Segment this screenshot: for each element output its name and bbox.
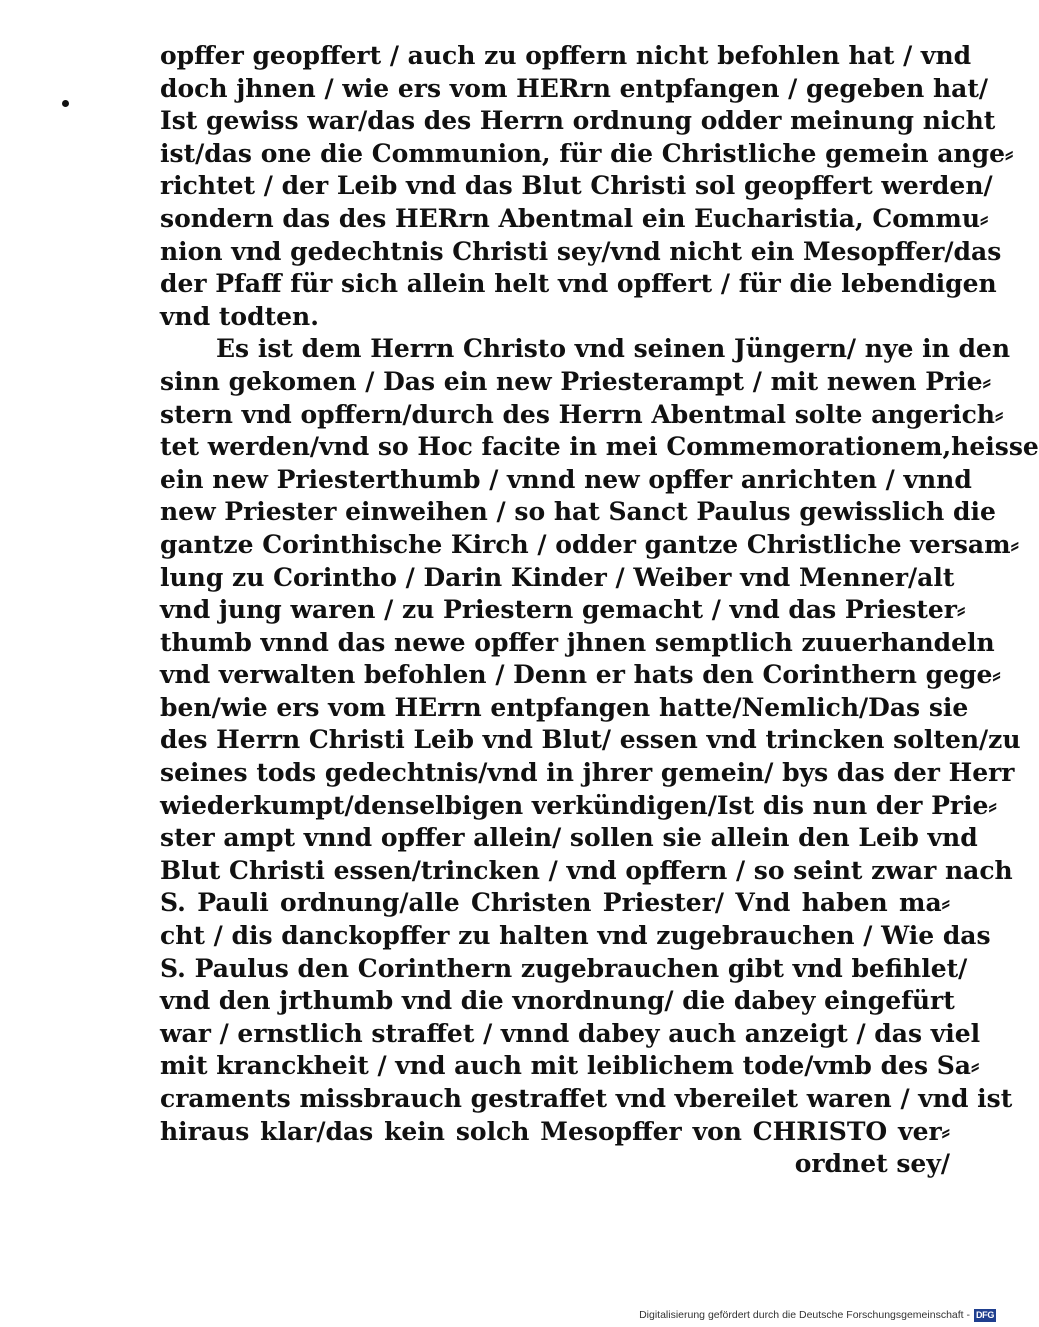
text-line: craments missbrauch gestraffet vnd vbereilet waren / vnd ist xyxy=(160,1084,1013,1113)
text-line: ein new Priesterthumb / vnnd new opffer anrichten / vnnd xyxy=(160,464,972,494)
dfg-logo: DFG xyxy=(975,1310,995,1320)
text-line: vnd todten. xyxy=(160,301,319,331)
text-line: richtet / der Leib vnd das Blut Christi sol geopffert werden/ xyxy=(160,171,993,201)
text-line: ster ampt vnnd opffer allein/ sollen sie allein den Leib vnd xyxy=(160,823,978,853)
text-line: opffer geopffert / auch zu opffern nicht befohlen hat / vnd xyxy=(160,41,972,70)
text-line: Ist gewiss war/das des Herrn ordnung odder meinung nicht xyxy=(160,106,996,136)
text-line: der Pfaff für sich allein helt vnd opffert / für die lebendigen xyxy=(160,269,997,299)
text-line: hiraus klar/das kein solch Mesopffer von CHRISTO ver⸗ xyxy=(160,1116,950,1146)
paragraph-start-line: Es ist dem Herrn Christo vnd seinen Jüngern/ nye in den xyxy=(216,334,1011,364)
text-line: stern vnd opffern/durch des Herrn Abentmal solte angerich⸗ xyxy=(160,399,1004,429)
text-line: S. Pauli ordnung/alle Christen Priester/ Vnd haben ma⸗ xyxy=(160,888,950,918)
text-line: thumb vnnd das newe opffer jhnen semptlich zuuerhandeln xyxy=(160,627,995,657)
digitization-credit xyxy=(639,1307,996,1323)
text-line: sinn gekomen / Das ein new Priesterampt / mit newen Prie⸗ xyxy=(160,366,991,396)
credit-text: Digitalisierung gefördert durch die Deutsche Forschungsgemeinschaft - xyxy=(639,1309,970,1321)
text-line: war / ernstlich straffet / vnnd dabey auch anzeigt / das viel xyxy=(160,1018,981,1048)
text-line: mit kranckheit / vnd auch mit leiblichem tode/vmb des Sa⸗ xyxy=(160,1051,980,1081)
text-line: lung zu Corintho / Darin Kinder / Weiber vnd Menner/alt xyxy=(160,562,955,592)
text-line: gantze Corinthische Kirch / odder gantze Christliche versam⸗ xyxy=(160,529,1019,559)
text-line: seines tods gedechtnis/vnd in jhrer gemein/ bys das der Herr xyxy=(160,758,1015,788)
text-line: vnd jung waren / zu Priestern gemacht / vnd das Priester⸗ xyxy=(160,595,966,625)
text-line: cht / dis danckopffer zu halten vnd zugebrauchen / Wie das xyxy=(160,921,991,951)
text-line: wiederkumpt/denselbigen verkündigen/Ist dis nun der Prie⸗ xyxy=(160,790,997,820)
text-line: des Herrn Christi Leib vnd Blut/ essen vnd trincken solten/zu xyxy=(160,725,1021,755)
text-line: tet werden/vnd so Hoc facite in mei Commemorationem,heisse xyxy=(160,432,1039,462)
text-line: new Priester einweihen / so hat Sanct Paulus gewisslich die xyxy=(160,497,996,527)
text-line: vnd verwalten befohlen / Denn er hats den Corinthern gege⸗ xyxy=(160,660,1001,690)
text-line: doch jhnen / wie ers vom HERrn entpfangen / gegeben hat/ xyxy=(160,73,989,103)
text-line: vnd den jrthumb vnd die vnordnung/ die dabey eingefürt xyxy=(160,986,955,1016)
text-line: Blut Christi essen/trincken / vnd opffern / so seint zwar nach xyxy=(160,855,1013,885)
text-line: sondern das des HERrn Abentmal ein Eucharistia, Commu⸗ xyxy=(160,203,989,233)
text-line: nion vnd gedechtnis Christi sey/vnd nicht ein Mesopffer/das xyxy=(160,236,1002,266)
body-text xyxy=(160,40,1039,1181)
text-line: ben/wie ers vom HErrn entpfangen hatte/Nemlich/Das sie xyxy=(160,692,969,722)
catchword-line: ordnet sey/ xyxy=(794,1149,950,1179)
text-line: ist/das one die Communion, für die Christliche gemein ange⸗ xyxy=(160,138,1014,168)
margin-ink-dot xyxy=(62,100,69,107)
text-line: S. Paulus den Corinthern zugebrauchen gibt vnd befihlet/ xyxy=(160,953,968,983)
